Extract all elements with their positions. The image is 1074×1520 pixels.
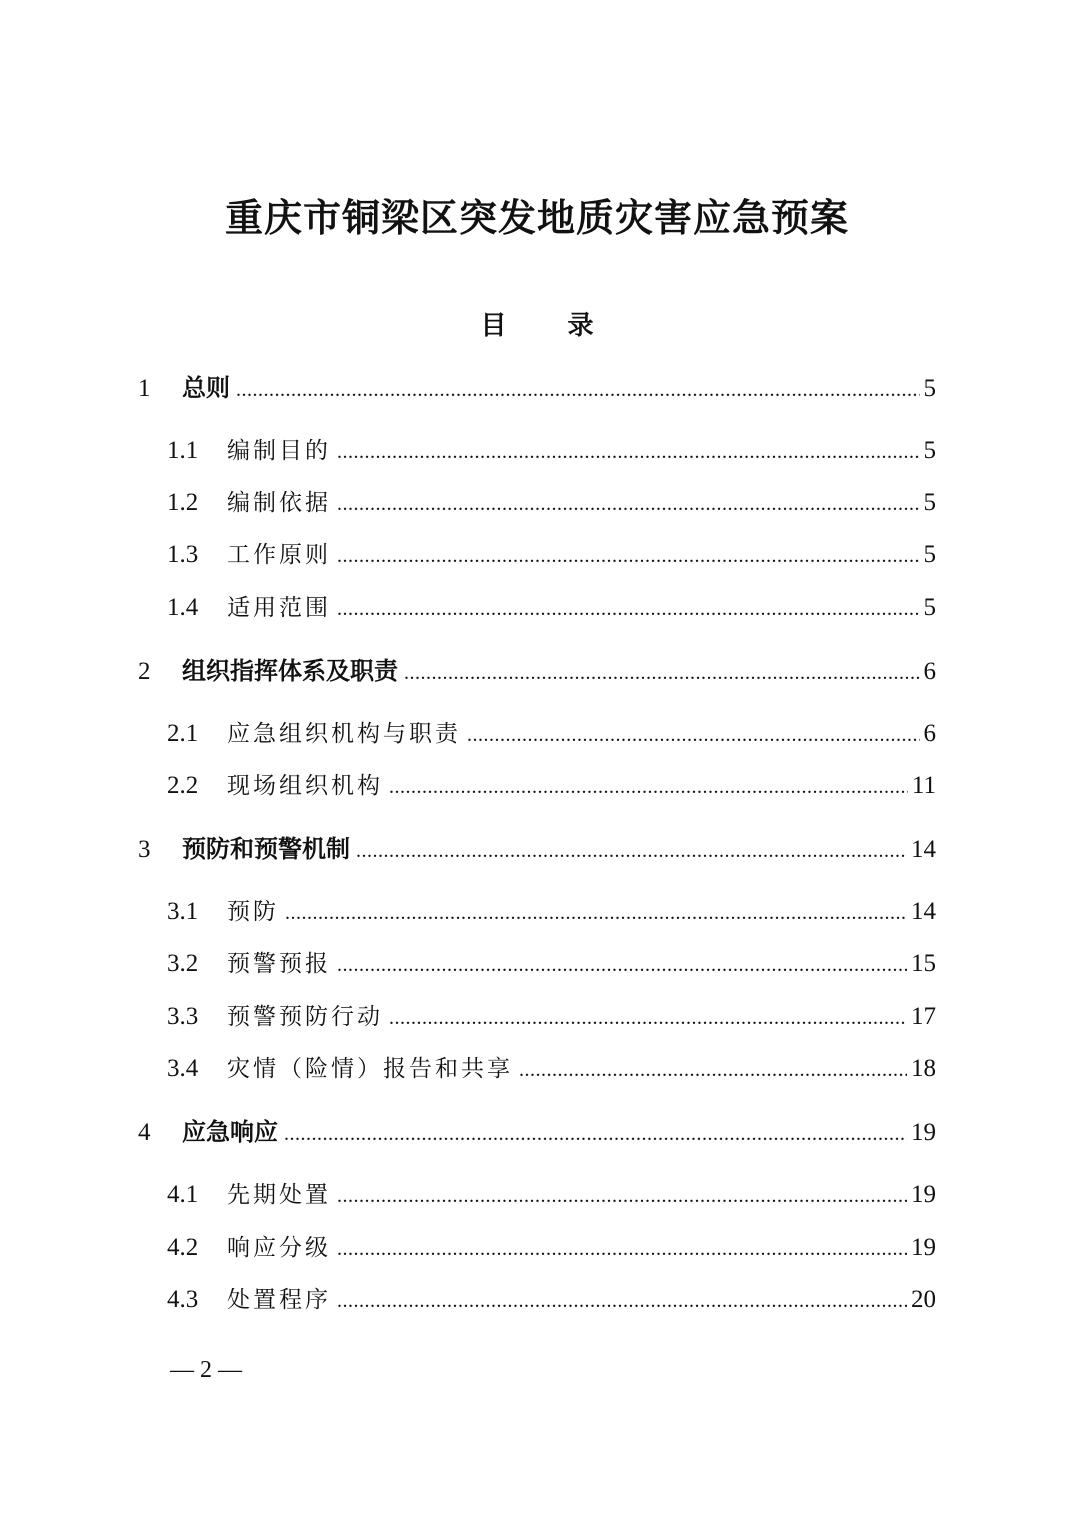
toc-entry[interactable] [138,368,936,408]
toc-number: 4 [138,1119,151,1146]
toc-number: 1.2 [167,489,199,516]
toc-entry[interactable] [167,997,936,1037]
toc-number: 2 [138,658,151,685]
toc-number: 3.2 [167,950,199,977]
toc-page: 18 [911,1055,936,1082]
toc-label: 总则 [182,374,230,402]
toc-entry[interactable] [167,892,936,932]
toc-entry[interactable] [167,714,936,754]
toc-entry[interactable] [167,535,936,575]
toc-label: 预警预防行动 [227,1004,383,1030]
toc-leader [337,945,907,985]
toc-entry[interactable] [167,431,936,471]
toc-page: 19 [911,1234,936,1261]
toc-leader [467,715,920,755]
toc-label: 预防 [227,899,279,925]
toc-leader [337,589,920,629]
toc-label: 工作原则 [227,542,331,568]
toc-label: 编制目的 [227,438,331,464]
toc-page: 5 [923,594,936,621]
toc-leader [404,653,920,693]
toc-leader [337,1281,907,1321]
toc-number: 3.1 [167,898,199,925]
toc-leader [337,1229,907,1269]
toc-leader [519,1050,907,1090]
toc-leader [389,767,908,807]
toc-entry[interactable] [167,588,936,628]
toc-label: 预警预报 [227,951,331,977]
toc-number: 1.3 [167,541,199,568]
toc-page: 5 [923,489,936,516]
toc-leader [337,1176,907,1216]
toc-entry[interactable] [167,1228,936,1268]
toc-entry[interactable] [167,1280,936,1320]
toc-entry[interactable] [167,944,936,984]
toc-entry[interactable] [167,1175,936,1215]
toc-page: 5 [923,437,936,464]
toc-label: 灾情（险情）报告和共享 [227,1056,513,1082]
toc-number: 1.4 [167,594,199,621]
toc-page: 20 [911,1286,936,1313]
toc-page: 5 [923,541,936,568]
toc-entry[interactable] [167,766,936,806]
toc-leader [356,831,907,871]
toc-page: 17 [911,1003,936,1030]
toc-number: 4.2 [167,1234,199,1261]
toc-leader [337,484,920,524]
toc-page: 19 [911,1119,936,1146]
toc-number: 2.2 [167,772,199,799]
toc-entry[interactable] [138,1112,936,1152]
toc-label: 应急响应 [182,1118,278,1146]
toc-entry[interactable] [138,651,936,691]
toc-number: 1.1 [167,437,199,464]
toc-leader [236,370,920,410]
toc-page: 19 [911,1181,936,1208]
toc-label: 编制依据 [227,490,331,516]
toc-entry[interactable] [138,829,936,869]
toc-leader [389,998,907,1038]
toc-number: 4.1 [167,1181,199,1208]
toc-label: 预防和预警机制 [182,835,350,863]
toc-page: 15 [911,950,936,977]
toc-number: 3 [138,836,151,863]
toc-page: 5 [923,375,936,402]
toc-page: 11 [911,772,936,799]
toc-leader [337,432,920,472]
toc-leader [285,893,907,933]
toc-label: 现场组织机构 [227,773,383,799]
toc-label: 应急组织机构与职责 [227,721,461,747]
toc-label: 组织指挥体系及职责 [182,657,398,685]
document-title: 重庆市铜梁区突发地质灾害应急预案 [224,195,849,240]
toc-leader [284,1114,907,1154]
toc-number: 1 [138,375,151,402]
toc-label: 响应分级 [227,1235,331,1261]
toc-leader [337,536,920,576]
toc-heading: 目 录 [480,311,620,341]
toc-page: 14 [911,836,936,863]
toc-entry[interactable] [167,1049,936,1089]
toc-page: 6 [923,720,936,747]
page-number-footer: — 2 — [170,1357,242,1383]
toc-number: 4.3 [167,1286,199,1313]
toc-number: 3.4 [167,1055,199,1082]
toc-number: 2.1 [167,720,199,747]
toc-label: 处置程序 [227,1287,331,1313]
toc-entry[interactable] [167,483,936,523]
toc-number: 3.3 [167,1003,199,1030]
toc-label: 先期处置 [227,1182,331,1208]
toc-page: 14 [911,898,936,925]
toc-label: 适用范围 [227,595,331,621]
toc-page: 6 [923,658,936,685]
